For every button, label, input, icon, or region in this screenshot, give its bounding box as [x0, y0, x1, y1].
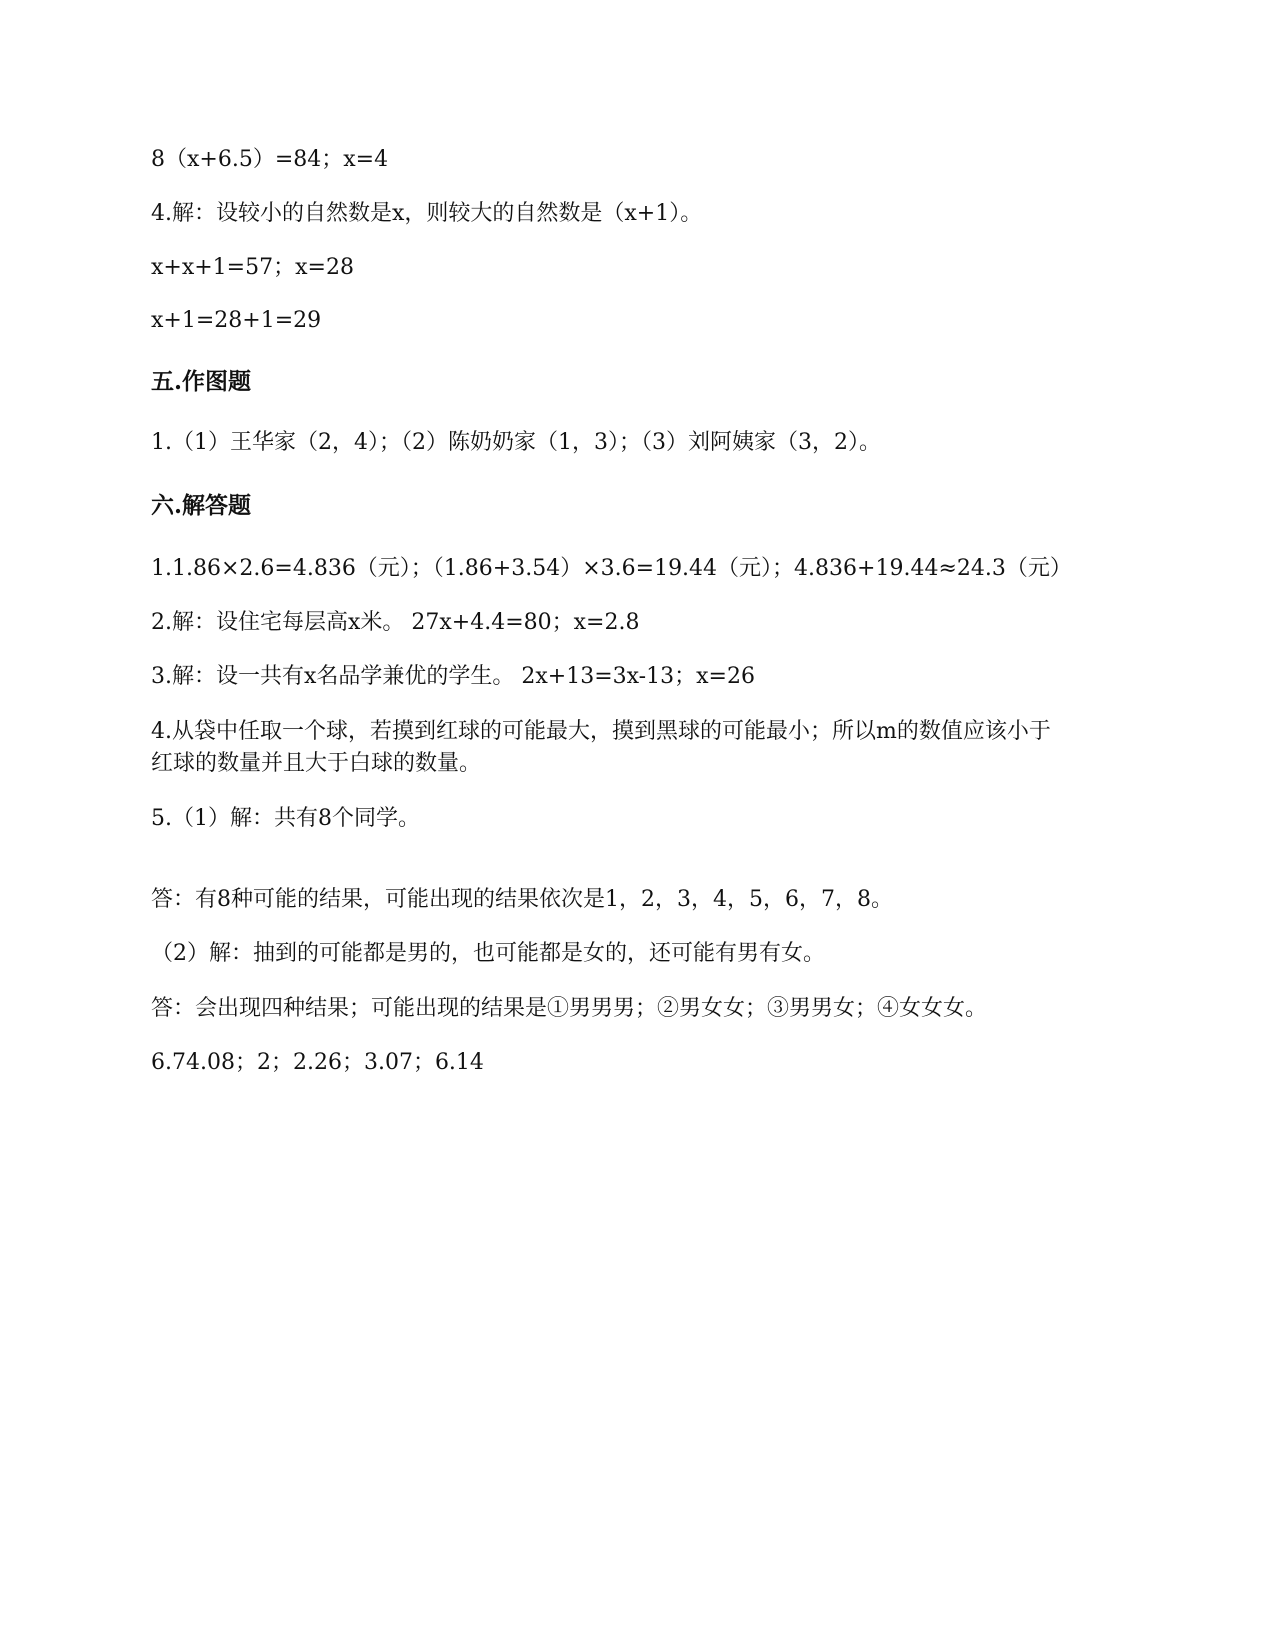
section-6-question-5-part-2-answer: 答：会出现四种结果；可能出现的结果是①男男男；②男女女；③男男女；④女女女。 — [151, 996, 988, 1021]
question-4-setup: 4.解：设较小的自然数是x，则较大的自然数是（x+1）。 — [151, 201, 703, 226]
section-6-question-3: 3.解：设一共有x名品学兼优的学生。 2x+13=3x-13；x=26 — [151, 664, 755, 689]
section-5-heading: 五.作图题 — [151, 368, 252, 395]
section-6-question-4: 4.从袋中任取一个球，若摸到红球的可能最大，摸到黑球的可能最小；所以m的数值应该小于红球的数量并且大于白球的数量。 — [151, 719, 1051, 776]
section-5-question-1: 1.（1）王华家（2，4）；（2）陈奶奶家（1，3）；（3）刘阿姨家（3，2）。 — [151, 430, 881, 455]
section-6-question-1: 1.1.86×2.6=4.836（元）；（1.86+3.54）×3.6=19.44（元）；4.836+19.44≈24.3（元） — [151, 556, 1072, 581]
section-6-heading: 六.解答题 — [151, 492, 252, 519]
section-6-question-5-part-2: （2）解：抽到的可能都是男的，也可能都是女的，还可能有男有女。 — [151, 941, 825, 966]
equation-line: 8（x+6.5）=84；x=4 — [151, 147, 389, 172]
section-6-question-5-part-1: 5.（1）解：共有8个同学。 — [151, 806, 420, 831]
section-6-question-5-part-1-answer: 答：有8种可能的结果，可能出现的结果依次是1，2，3，4，5，6，7，8。 — [151, 887, 893, 912]
question-4-equation: x+x+1=57；x=28 — [151, 255, 354, 280]
section-6-question-2: 2.解：设住宅每层高x米。 27x+4.4=80；x=2.8 — [151, 610, 640, 635]
question-4-result: x+1=28+1=29 — [151, 308, 322, 333]
section-6-question-6: 6.74.08；2；2.26；3.07；6.14 — [151, 1050, 484, 1075]
